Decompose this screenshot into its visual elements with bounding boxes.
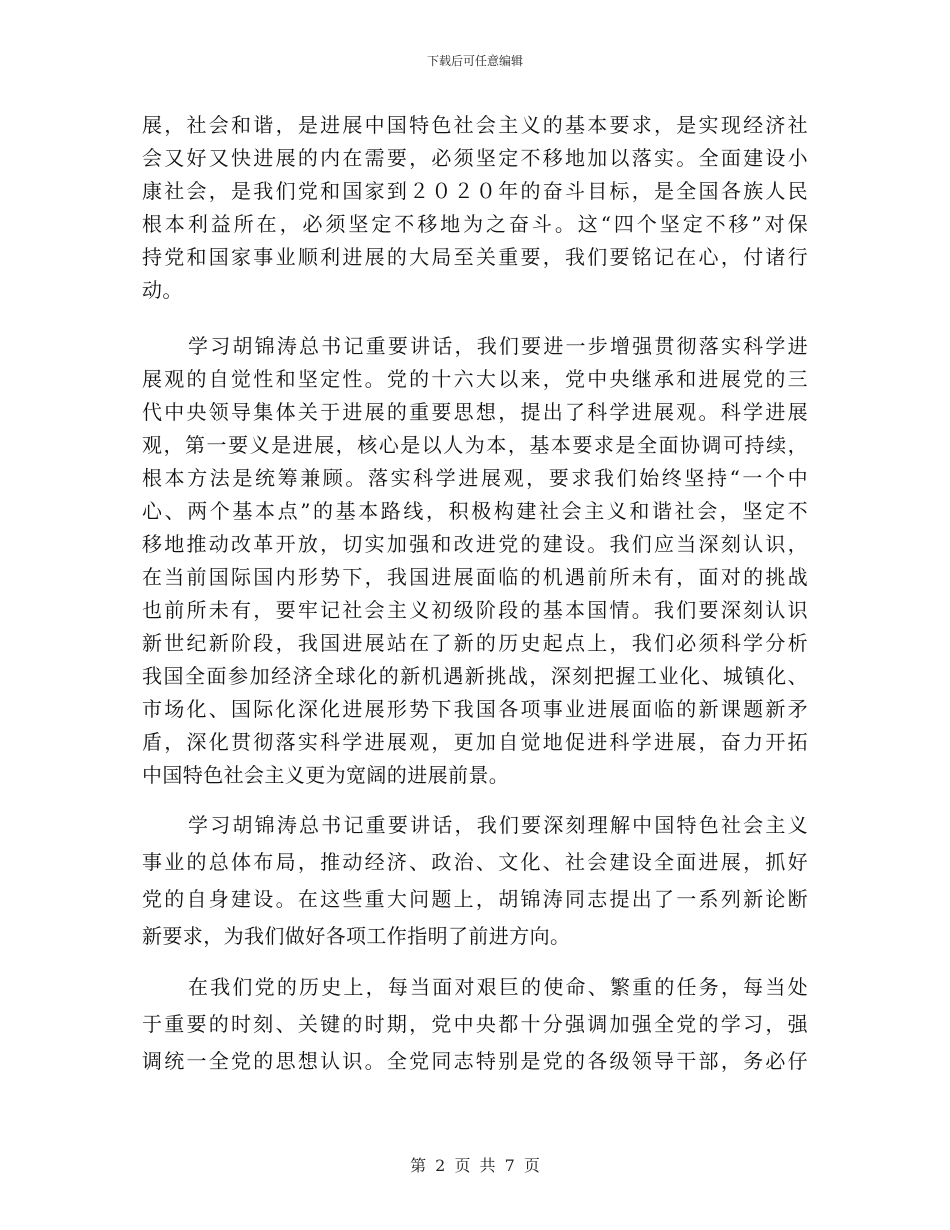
text-line: 代中央领导集体关于进展的重要思想，提出了科学进展观。科学进展 bbox=[142, 400, 808, 424]
text-line: 在当前国际国内形势下，我国进展面临的机遇前所未有，面对的挑战 bbox=[142, 565, 808, 589]
text-line: 移地推动改革开放，切实加强和改进党的建设。我们应当深刻认识， bbox=[142, 532, 808, 556]
text-line: 动。 bbox=[142, 278, 183, 302]
text-line: 市场化、国际化深化进展形势下我国各项事业进展面临的新课题新矛 bbox=[142, 697, 808, 721]
page-number-footer: 第 2 页 共 7 页 bbox=[410, 1156, 540, 1175]
text-line: 根本利益所在，必须坚定不移地为之奋斗。这“四个坚定不移”对保 bbox=[142, 212, 808, 236]
text-line: 新要求，为我们做好各项工作指明了前进方向。 bbox=[142, 924, 571, 948]
text-line: 在我们党的历史上，每当面对艰巨的使命、繁重的任务，每当处 bbox=[188, 975, 808, 999]
text-line: 调统一全党的思想认识。全党同志特别是党的各级领导干部，务必仔 bbox=[142, 1049, 808, 1073]
text-line: 根本方法是统筹兼顾。落实科学进展观，要求我们始终坚持“一个中 bbox=[142, 466, 808, 490]
text-line: 持党和国家事业顺利进展的大局至关重要，我们要铭记在心，付诸行 bbox=[142, 245, 808, 269]
text-line: 新世纪新阶段，我国进展站在了新的历史起点上，我们必须科学分析 bbox=[142, 631, 808, 655]
text-line: 学习胡锦涛总书记重要讲话，我们要进一步增强贯彻落实科学进 bbox=[188, 334, 808, 358]
text-line: 会又好又快进展的内在需要，必须坚定不移地加以落实。全面建设小 bbox=[142, 146, 808, 170]
text-line: 我国全面参加经济全球化的新机遇新挑战，深刻把握工业化、城镇化、 bbox=[142, 664, 808, 688]
text-line: 康社会，是我们党和国家到２０２０年的奋斗目标，是全国各族人民 bbox=[142, 179, 808, 203]
text-line: 也前所未有，要牢记社会主义初级阶段的基本国情。我们要深刻认识 bbox=[142, 598, 808, 622]
text-line: 观，第一要义是进展，核心是以人为本，基本要求是全面协调可持续， bbox=[142, 433, 808, 457]
text-line: 于重要的时刻、关键的时期，党中央都十分强调加强全党的学习，强 bbox=[142, 1012, 808, 1036]
text-line: 党的自身建设。在这些重大问题上，胡锦涛同志提出了一系列新论断 bbox=[142, 887, 808, 911]
text-line: 展，社会和谐，是进展中国特色社会主义的基本要求，是实现经济社 bbox=[142, 113, 808, 137]
text-line: 展观的自觉性和坚定性。党的十六大以来，党中央继承和进展党的三 bbox=[142, 367, 808, 391]
page-header: 下载后可任意编辑 bbox=[426, 54, 523, 68]
text-line: 中国特色社会主义更为宽阔的进展前景。 bbox=[142, 763, 510, 787]
text-line: 学习胡锦涛总书记重要讲话，我们要深刻理解中国特色社会主义 bbox=[188, 813, 808, 837]
text-line: 盾，深化贯彻落实科学进展观，更加自觉地促进科学进展，奋力开拓 bbox=[142, 730, 808, 754]
text-line: 心、两个基本点”的基本路线，积极构建社会主义和谐社会，坚定不 bbox=[142, 499, 808, 523]
text-line: 事业的总体布局，推动经济、政治、文化、社会建设全面进展，抓好 bbox=[142, 850, 808, 874]
